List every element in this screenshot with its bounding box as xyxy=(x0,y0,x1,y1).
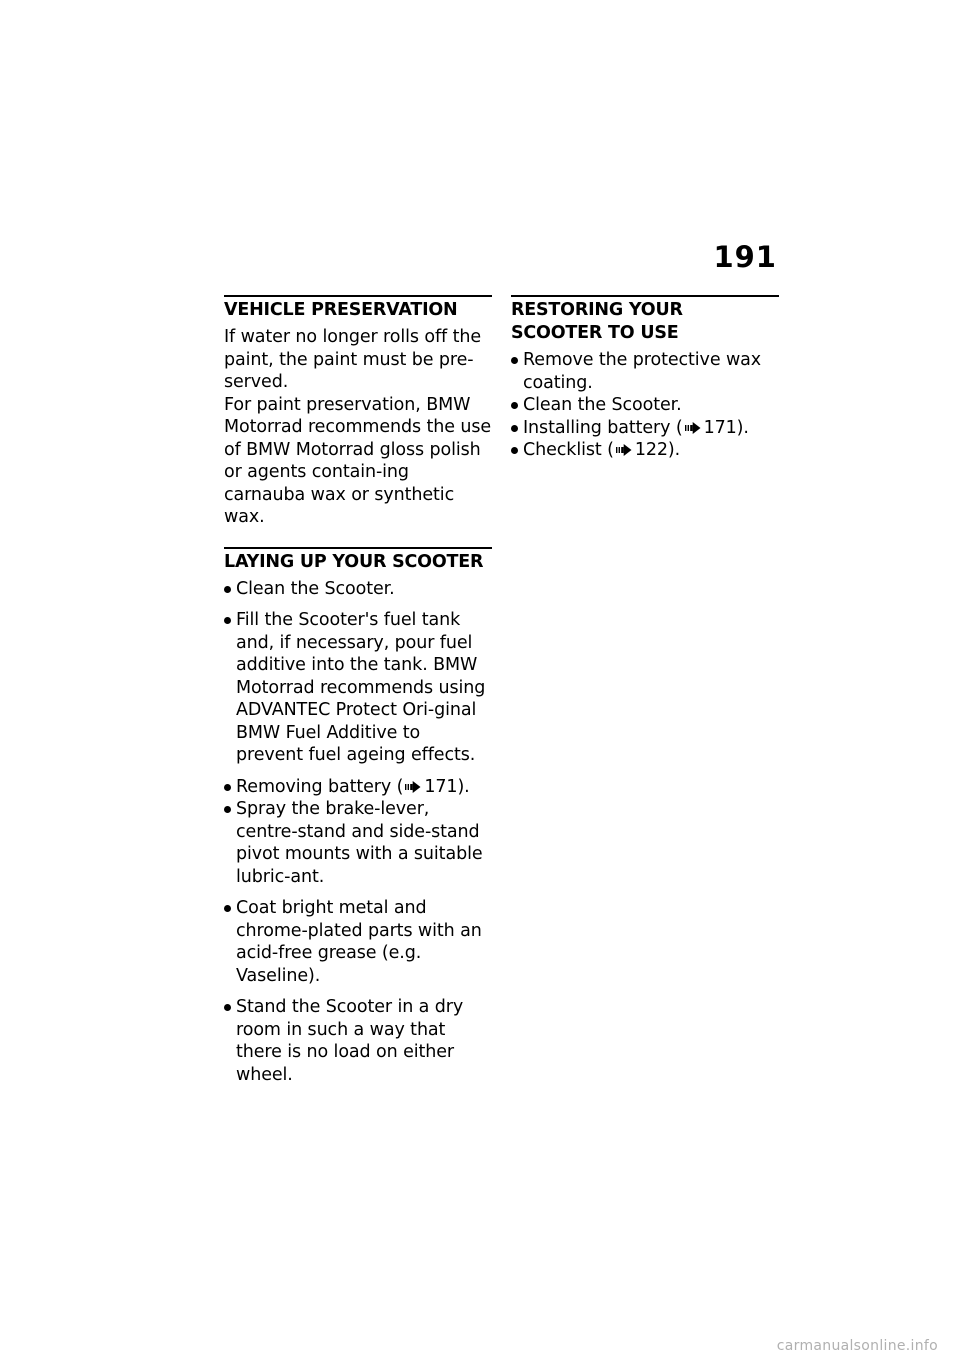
list-item: Clean the Scooter. xyxy=(511,394,779,417)
list-item: Clean the Scooter. xyxy=(224,578,492,601)
list-item: Fill the Scooter's fuel tank and, if necessary, pour fuel additive into the tank. BMW Motorrad recommends using ADVANTEC Protect Ori-ginal BMW Fuel Additive to prevent fuel ageing effects. xyxy=(224,609,492,767)
section-title: RESTORING YOUR SCOOTER TO USE xyxy=(511,300,683,343)
list-item: Spray the brake-lever, centre-stand and side-stand pivot mounts with a suitable lubric-ant. xyxy=(224,798,492,888)
bullet-list xyxy=(511,349,779,462)
page-reference[interactable]: 171). xyxy=(424,776,470,797)
section-restoring xyxy=(511,295,779,462)
list-item: Installing battery ( 171). xyxy=(511,417,779,440)
section-title: VEHICLE PRESERVATION xyxy=(224,300,458,320)
bullet-list xyxy=(224,578,492,1087)
list-item: Coat bright metal and chrome-plated parts with an acid-free grease (e.g. Vaseline). xyxy=(224,897,492,987)
page-reference-arrow-icon xyxy=(405,781,421,793)
list-item: Remove the protective wax coating. xyxy=(511,349,779,394)
section-title: LAYING UP YOUR SCOOTER xyxy=(224,551,484,572)
page-reference-arrow-icon xyxy=(616,444,632,456)
right-column xyxy=(511,295,779,462)
page-reference[interactable]: 171). xyxy=(703,417,749,438)
section-laying-up xyxy=(224,547,492,1087)
list-item: Stand the Scooter in a dry room in such a way that there is no load on either wheel. xyxy=(224,996,492,1086)
section-vehicle-preservation xyxy=(224,295,492,529)
left-column xyxy=(224,295,492,1086)
paragraph: If water no longer rolls off the paint, the paint must be pre-served. xyxy=(224,327,481,392)
page-number: 191 xyxy=(713,240,777,274)
list-item: Checklist ( 122). xyxy=(511,439,779,462)
page-reference-arrow-icon xyxy=(685,422,701,434)
list-item: Removing battery ( 171). xyxy=(224,776,492,799)
paragraph: For paint preservation, BMW Motorrad recommends the use of BMW Motorrad gloss polish or agents contain-ing carnauba wax or synthetic wax. xyxy=(224,394,492,527)
page-reference[interactable]: 122). xyxy=(634,440,681,460)
watermark: carmanualsonline.info xyxy=(776,1338,938,1354)
